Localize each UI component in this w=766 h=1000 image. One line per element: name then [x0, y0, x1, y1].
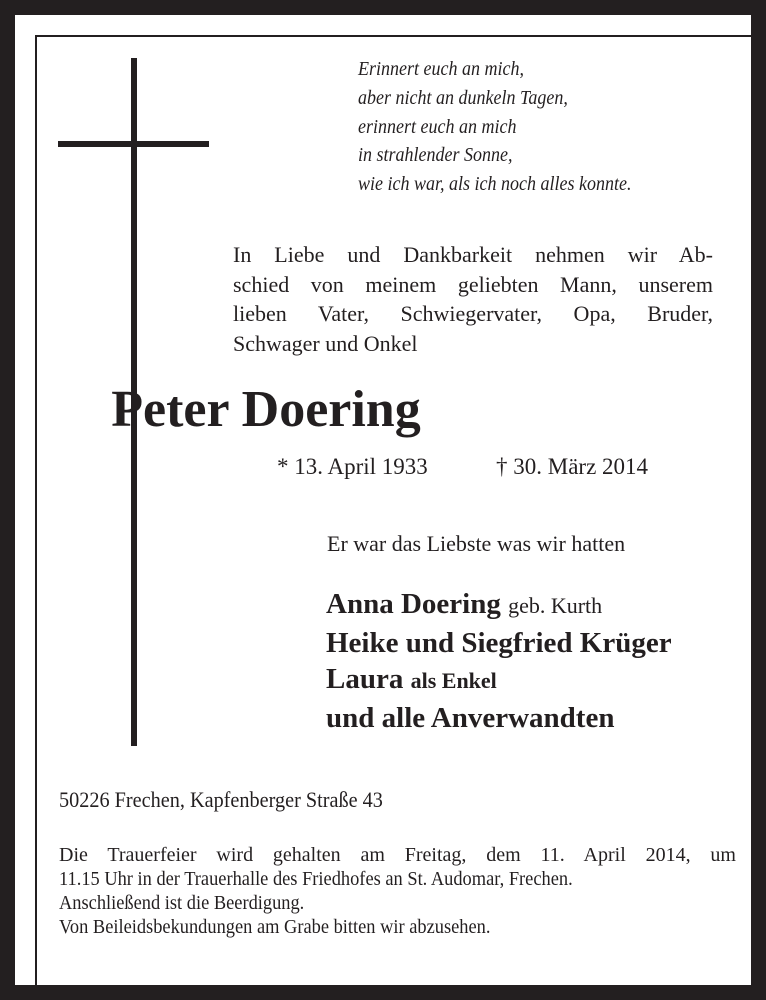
poem-line: erinnert euch an mich: [358, 115, 517, 138]
address: 50226 Frechen, Kapfenberger Straße 43: [59, 787, 383, 812]
intro-line: schied von meinem geliebten Mann, unserem: [233, 271, 713, 297]
family-member-name: und alle Anverwandten: [326, 701, 615, 734]
tagline: Er war das Liebste was wir hatten: [327, 531, 626, 556]
service-line: Anschließend ist die Beerdigung.: [59, 892, 305, 914]
poem-line: Erinnert euch an mich,: [358, 58, 524, 80]
intro-paragraph: [233, 240, 713, 359]
death-date: † 30. März 2014: [496, 454, 649, 479]
family-member: [326, 625, 672, 662]
family-list: [326, 586, 672, 736]
family-member-name: Laura: [326, 663, 404, 695]
deceased-name: Peter Doering: [111, 381, 421, 438]
poem-line: in strahlender Sonne,: [358, 144, 513, 167]
intro-line: lieben Vater, Schwiegervater, Opa, Bruder,: [233, 301, 713, 327]
family-member-name: Anna Doering: [326, 588, 501, 620]
poem: [358, 55, 700, 199]
intro-line: In Liebe und Dankbarkeit nehmen wir Ab-: [233, 242, 713, 267]
family-member-name: Heike und Siegfried Krüger: [326, 626, 672, 659]
service-line: Die Trauerfeier wird gehalten am Freitag, dem 11. April 2014, um: [59, 844, 736, 866]
deceased-name-row: [0, 380, 766, 440]
intro-line: Schwager und Onkel: [233, 331, 418, 357]
service-line: Von Beileidsbekundungen am Grabe bitten wir abzusehen.: [59, 916, 491, 938]
service-details: [59, 843, 736, 939]
cross-icon-horizontal-bar: [58, 141, 209, 147]
service-line: 11.15 Uhr in der Trauerhalle des Friedhofes an St. Audomar, Frechen.: [59, 868, 573, 890]
poem-line: wie ich war, als ich noch alles konnte.: [358, 173, 632, 196]
family-member-suffix: geb. Kurth: [508, 593, 603, 618]
poem-line: aber nicht an dunkeln Tagen,: [358, 86, 568, 109]
family-member-suffix: als Enkel: [410, 668, 497, 693]
family-member: [326, 586, 672, 625]
birth-date: * 13. April 1933: [277, 454, 428, 479]
family-member: [326, 661, 672, 700]
family-member: [326, 700, 672, 737]
